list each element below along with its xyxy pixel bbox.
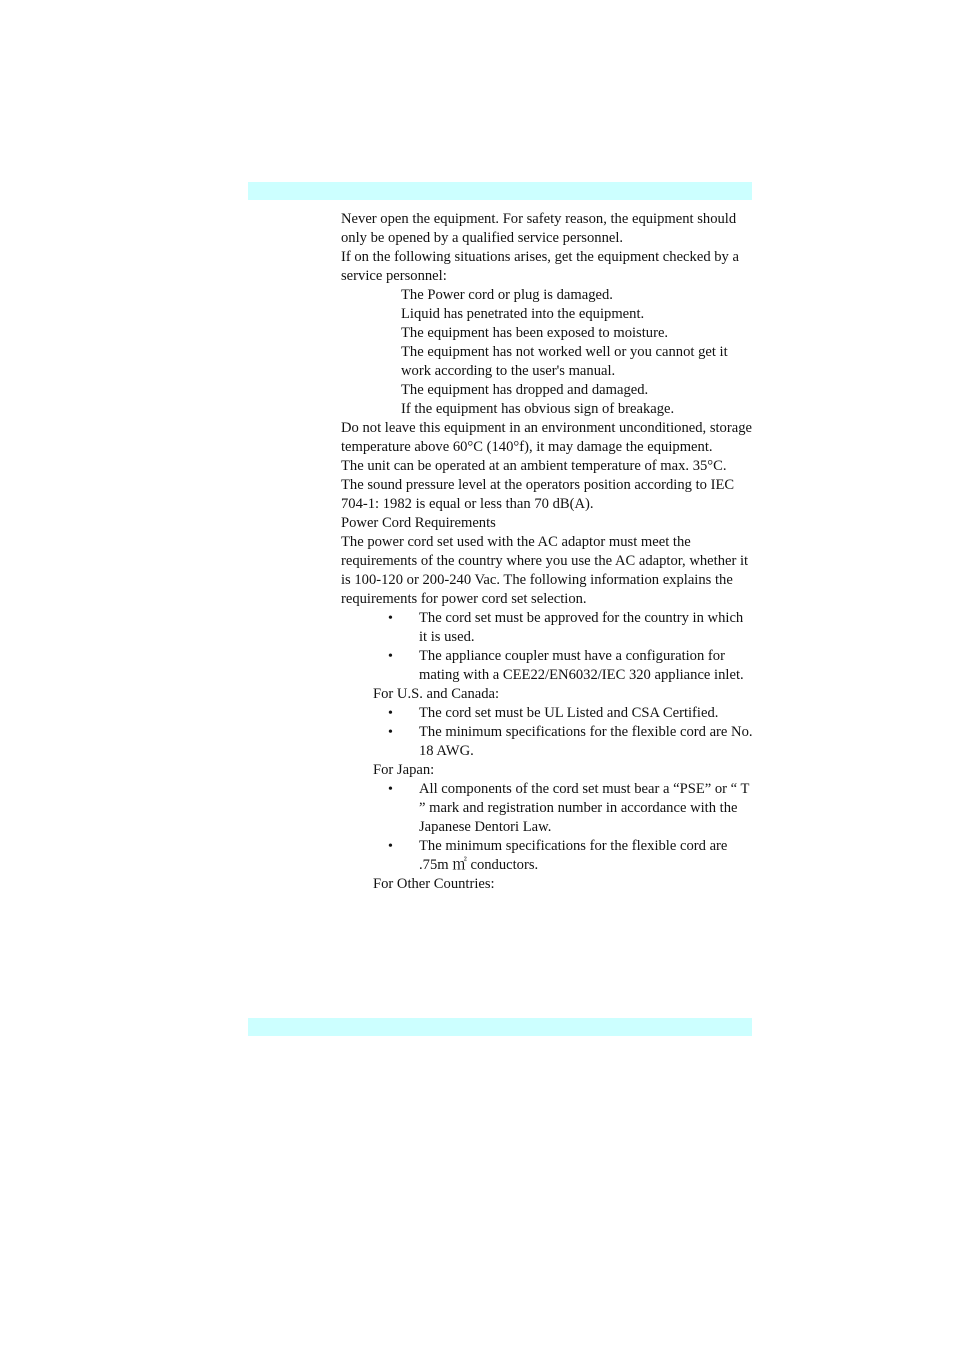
bullet-icon: •	[388, 649, 393, 664]
japan-label: For Japan:	[373, 762, 435, 778]
list-item: • The cord set must be approved for the country in which it is used.	[388, 610, 744, 645]
bullet-icon: •	[388, 611, 393, 626]
japan-bullets	[341, 780, 753, 875]
list-item: • The minimum specifications for the flexible cord are .75m ㎡ conductors.	[388, 838, 728, 873]
bullet-icon: •	[388, 725, 393, 740]
paragraph-power-cord: The power cord set used with the AC adaptor must meet the requirements of the country where you use the AC adaptor, whether it is 100-120 or 200-240 Vac. The following information explains the requirements for power cord set selection.	[341, 534, 749, 607]
paragraph-situations-intro: If on the following situations arises, get the equipment checked by a service personnel:	[341, 249, 739, 284]
list-item: • All components of the cord set must bear a “PSE” or “ T ” mark and registration number in accordance with the Japanese Dentori Law.	[388, 781, 750, 835]
document-body	[341, 210, 753, 894]
footer-band	[248, 1018, 752, 1036]
other-countries-label: For Other Countries:	[373, 876, 495, 892]
us-canada-label: For U.S. and Canada:	[373, 686, 500, 702]
bullet-icon: •	[388, 839, 393, 854]
list-item: The equipment has not worked well or you cannot get it work according to the user's manual.	[401, 344, 728, 379]
paragraph-storage-temperature: Do not leave this equipment in an environment unconditioned, storage temperature above 60°C (140°f), it may damage the equipment.	[341, 420, 752, 455]
list-item: The equipment has dropped and damaged.	[401, 382, 649, 398]
list-item: Liquid has penetrated into the equipment.	[401, 306, 645, 322]
list-item: The equipment has been exposed to moisture.	[401, 325, 669, 341]
us-canada-bullets	[341, 704, 753, 761]
section-heading: Power Cord Requirements	[341, 515, 496, 531]
list-item: • The cord set must be UL Listed and CSA Certified.	[388, 705, 719, 721]
paragraph-sound-pressure: The sound pressure level at the operators position according to IEC 704-1: 1982 is equal or less than 70 dB(A).	[341, 477, 735, 512]
bullet-icon: •	[388, 782, 393, 797]
list-item: • The appliance coupler must have a configuration for mating with a CEE22/EN6032/IEC 320 appliance inlet.	[388, 648, 744, 683]
header-band	[248, 182, 752, 200]
list-item: • The minimum specifications for the flexible cord are No. 18 AWG.	[388, 724, 753, 759]
list-item: The Power cord or plug is damaged.	[401, 287, 613, 303]
general-bullets	[341, 609, 753, 685]
paragraph-ambient-temperature: The unit can be operated at an ambient temperature of max. 35°C.	[341, 458, 727, 474]
bullet-icon: •	[388, 706, 393, 721]
situations-list	[341, 286, 753, 419]
paragraph-never-open: Never open the equipment. For safety reason, the equipment should only be opened by a qualified service personnel.	[341, 211, 737, 246]
list-item: If the equipment has obvious sign of breakage.	[401, 401, 675, 417]
